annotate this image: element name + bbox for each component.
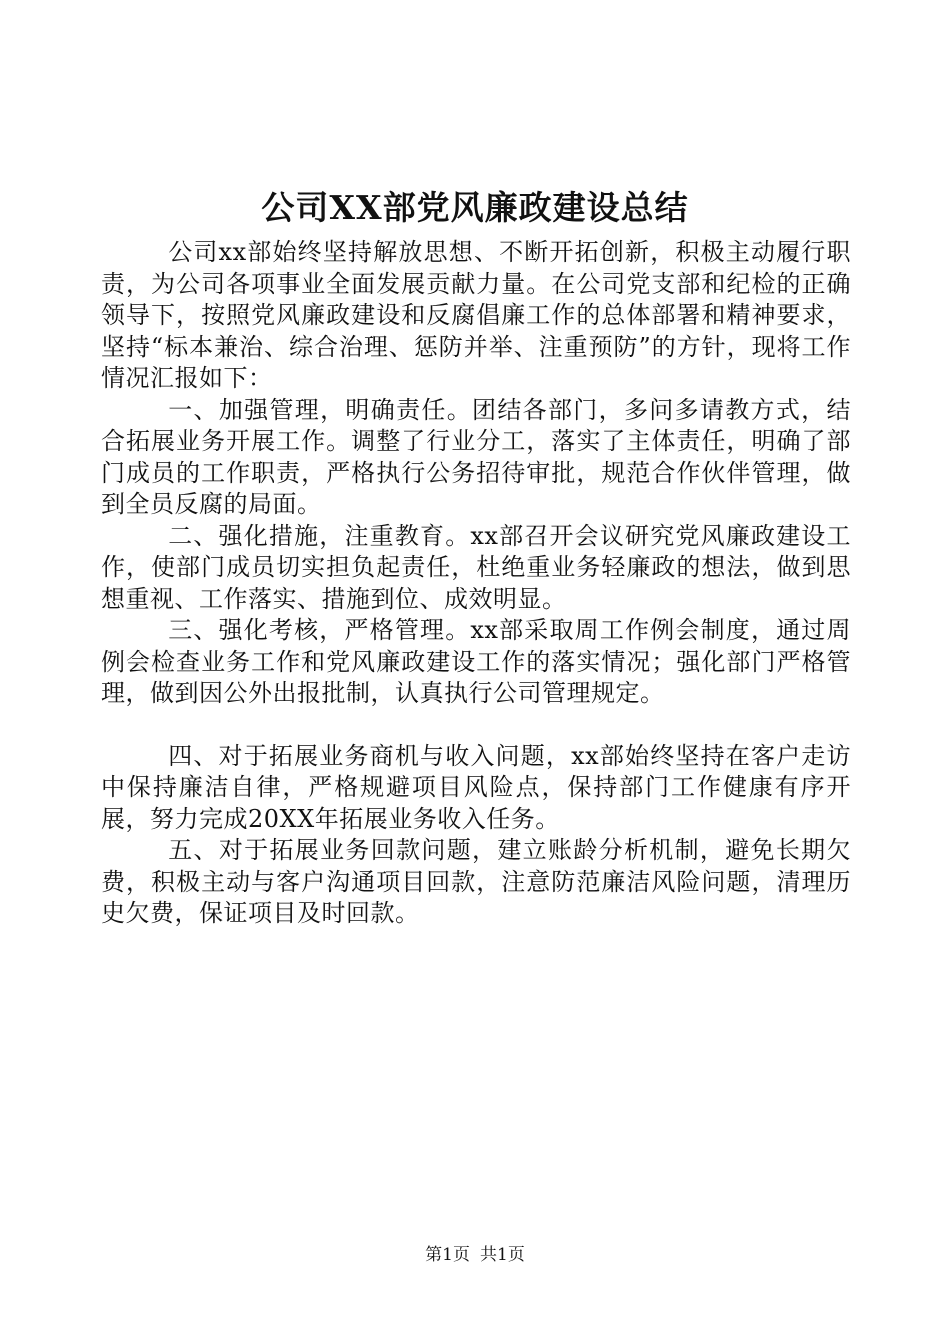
page-footer bbox=[0, 1244, 950, 1266]
page-number: 第1页 bbox=[425, 1245, 470, 1265]
paragraph-intro: 公司xx部始终坚持解放思想、不断开拓创新，积极主动履行职责，为公司各项事业全面发展贡献力量。在公司党支部和纪检的正确领导下，按照党风廉政建设和反腐倡廉工作的总体部署和精神要求，坚持“标本兼治、综合治理、惩防并举、注重预防”的方针，现将工作情况汇报如下： bbox=[101, 238, 851, 392]
paragraph-section-4: 四、对于拓展业务商机与收入问题，xx部始终坚持在客户走访中保持廉洁自律，严格规避项目风险点，保持部门工作健康有序开展，努力完成20XX年拓展业务收入任务。 bbox=[101, 741, 851, 833]
page-total: 共1页 bbox=[480, 1245, 525, 1265]
document-title: 公司XX部党风廉政建设总结 bbox=[261, 188, 689, 227]
paragraph-section-2: 二、强化措施，注重教育。xx部召开会议研究党风廉政建设工作，使部门成员切实担负起责任，杜绝重业务轻廉政的想法，做到思想重视、工作落实、措施到位、成效明显。 bbox=[101, 521, 851, 613]
paragraph-section-1: 一、加强管理，明确责任。团结各部门，多问多请教方式，结合拓展业务开展工作。调整了行业分工，落实了主体责任，明确了部门成员的工作职责，严格执行公务招待审批，规范合作伙伴管理，做到全员反腐的局面。 bbox=[101, 395, 851, 518]
document-body bbox=[101, 237, 851, 930]
paragraph-section-5: 五、对于拓展业务回款问题，建立账龄分析机制，避免长期欠费，积极主动与客户沟通项目回款，注意防范廉洁风险问题，清理历史欠费，保证项目及时回款。 bbox=[101, 836, 851, 927]
paragraph-section-3: 三、强化考核，严格管理。xx部采取周工作例会制度，通过周例会检查业务工作和党风廉政建设工作的落实情况；强化部门严格管理，做到因公外出报批制，认真执行公司管理规定。 bbox=[101, 616, 851, 707]
